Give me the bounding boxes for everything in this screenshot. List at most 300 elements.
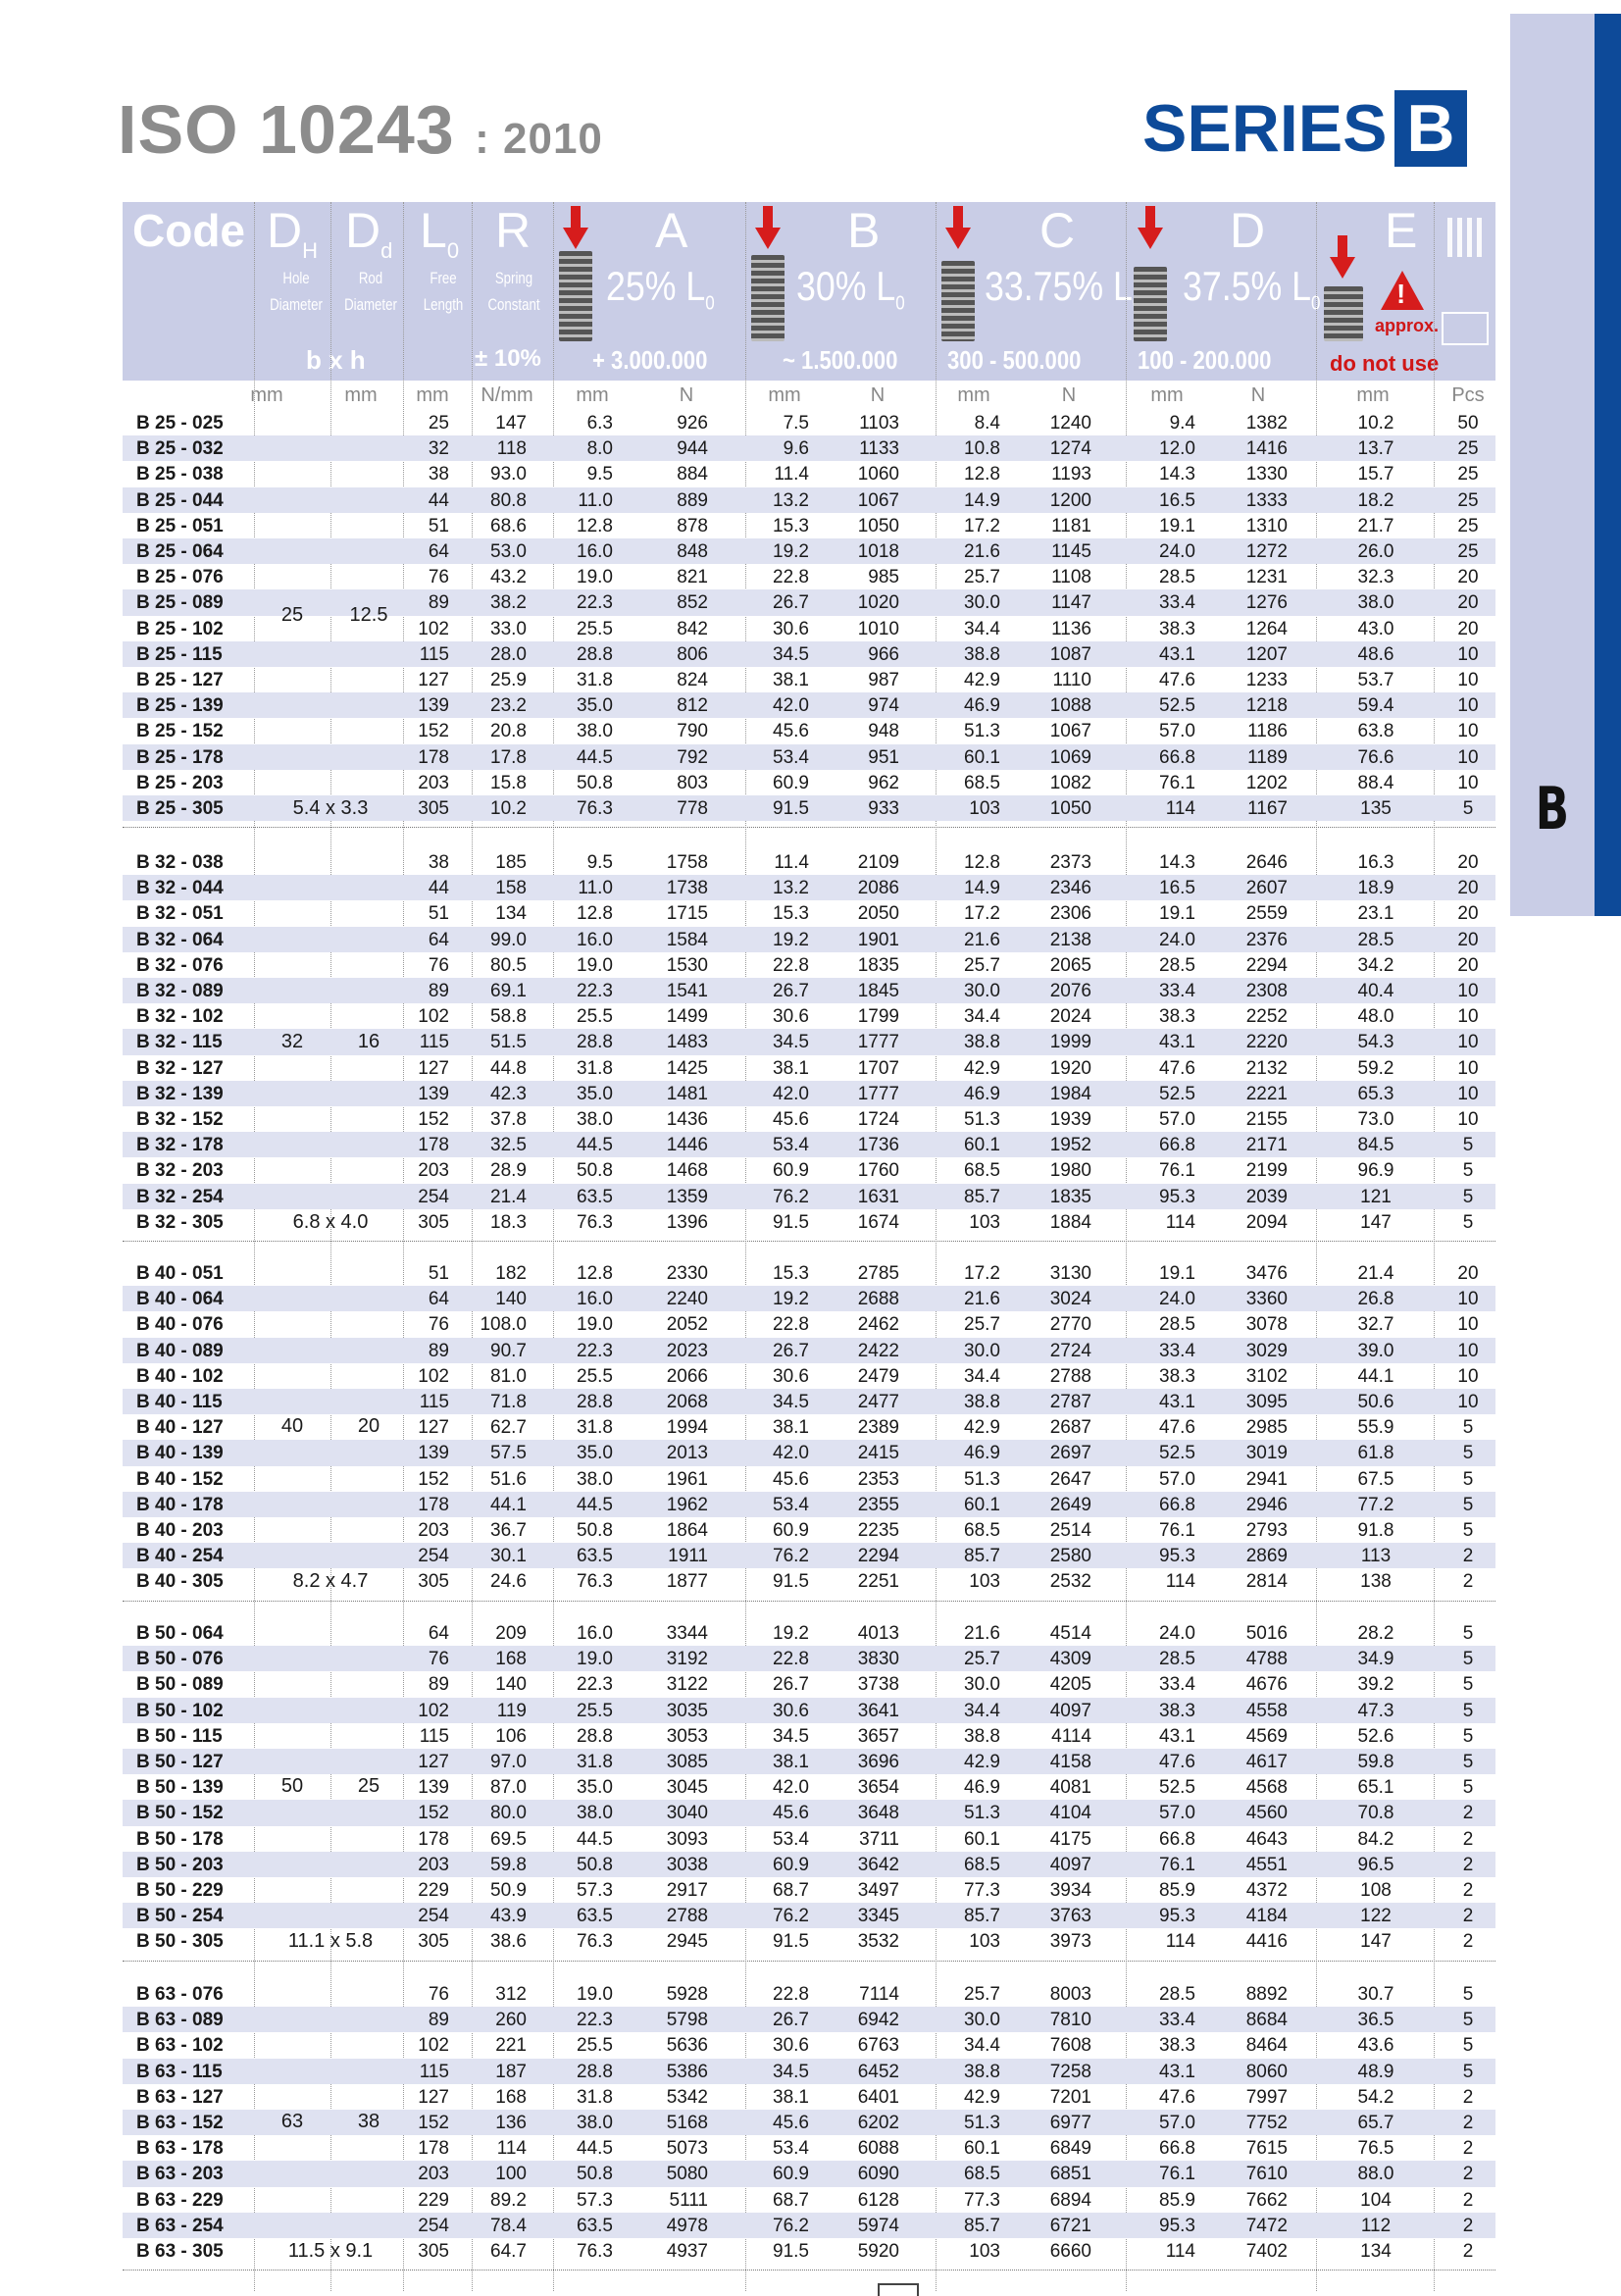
cell-value: 60.1 xyxy=(964,2138,1000,2160)
cell-value: 51.3 xyxy=(964,721,1000,742)
cell-value: 2308 xyxy=(1245,981,1288,1001)
cell-value: 88.4 xyxy=(1357,772,1394,793)
cell-value: 7114 xyxy=(859,1984,899,2005)
cell-value: 38.8 xyxy=(964,1725,1000,1747)
header-c-cycles: 300 - 500.000 xyxy=(947,345,1082,375)
cell-value: 821 xyxy=(677,567,708,588)
cell-value: 13.2 xyxy=(773,489,809,511)
cell-value: 28.5 xyxy=(1159,954,1195,976)
cell-value: 790 xyxy=(677,721,708,742)
part-code: B 32 - 038 xyxy=(136,852,224,873)
cell-value: 2 xyxy=(1462,1880,1474,1901)
header-b-pct-sub: 0 xyxy=(895,292,905,315)
cell-value: 52.5 xyxy=(1159,695,1195,717)
cell-value: 32 xyxy=(428,438,449,460)
cell-value: 5 xyxy=(1462,1417,1474,1439)
cell-value: 28.0 xyxy=(490,643,527,665)
cell-value: 1274 xyxy=(1049,438,1091,460)
cell-value: 5 xyxy=(1462,1623,1474,1644)
cell-value: 14.9 xyxy=(964,878,1000,899)
hole-diameter-value: 25 xyxy=(280,603,304,626)
cell-value: 152 xyxy=(418,1803,449,1824)
cell-value: 77.2 xyxy=(1357,1494,1394,1515)
table-row xyxy=(123,667,1495,692)
cell-value: 1136 xyxy=(1051,618,1091,639)
cell-value: 66.8 xyxy=(1159,1135,1195,1156)
part-code: B 32 - 115 xyxy=(136,1032,223,1053)
cell-value: 76.3 xyxy=(577,2241,613,2262)
table-row xyxy=(123,538,1495,564)
table-row xyxy=(123,616,1495,641)
cell-value: 45.6 xyxy=(773,2113,809,2133)
cell-value: 31.8 xyxy=(577,1057,613,1079)
cell-value: 140 xyxy=(495,1674,527,1696)
cell-value: 76.1 xyxy=(1159,1854,1195,1875)
cell-value: 1218 xyxy=(1245,695,1288,717)
cell-value: 10 xyxy=(1457,981,1479,1001)
cell-value: 944 xyxy=(677,438,708,460)
cell-value: 50.8 xyxy=(577,2164,613,2185)
cell-value: 60.9 xyxy=(773,772,809,793)
table-row xyxy=(123,1723,1495,1749)
header-a: A xyxy=(655,203,688,258)
cell-value: 76.5 xyxy=(1357,2138,1394,2160)
cell-value: 2 xyxy=(1462,2164,1474,2185)
table-row xyxy=(123,1389,1495,1414)
cell-value: 3019 xyxy=(1245,1443,1288,1464)
part-code: B 32 - 044 xyxy=(136,878,224,899)
cell-value: 127 xyxy=(418,1752,449,1772)
cell-value: 22.3 xyxy=(577,592,613,614)
header-d-pct-text: 37.5% L xyxy=(1183,263,1312,309)
cell-value: 25 xyxy=(1457,489,1479,511)
cell-value: 1231 xyxy=(1245,567,1288,588)
cell-value: 2788 xyxy=(1049,1365,1091,1387)
cell-value: 25.5 xyxy=(577,1006,613,1028)
cell-value: 59.8 xyxy=(490,1854,527,1875)
cell-value: 152 xyxy=(418,721,449,742)
cell-value: 6977 xyxy=(1049,2113,1091,2133)
cell-value: 3738 xyxy=(857,1674,899,1696)
cell-value: 2 xyxy=(1462,1828,1474,1850)
cell-value: 19.0 xyxy=(577,1314,613,1336)
side-tab-letter: B xyxy=(1535,775,1570,843)
cell-value: 878 xyxy=(677,515,708,536)
cell-value: 53.4 xyxy=(773,746,809,768)
cell-value: 42.0 xyxy=(773,1777,809,1799)
header-lo xyxy=(420,202,459,264)
cell-value: 38.1 xyxy=(773,1752,809,1772)
cell-value: 99.0 xyxy=(490,929,527,950)
part-code: B 40 - 178 xyxy=(136,1494,224,1515)
cell-value: 5 xyxy=(1462,1700,1474,1721)
part-code: B 50 - 127 xyxy=(136,1752,224,1772)
cell-value: 2788 xyxy=(666,1906,708,1927)
table-row xyxy=(123,1414,1495,1440)
cell-value: 3053 xyxy=(666,1725,708,1747)
cell-value: 103 xyxy=(969,1931,1000,1953)
cell-value: 13.7 xyxy=(1357,438,1394,460)
cell-value: 24.0 xyxy=(1159,541,1195,562)
cell-value: 38.0 xyxy=(577,721,613,742)
cell-value: 68.5 xyxy=(964,1520,1000,1541)
cell-value: 42.3 xyxy=(490,1083,527,1104)
cell-value: 1952 xyxy=(1049,1135,1091,1156)
cell-value: 38.8 xyxy=(964,1032,1000,1053)
part-code: B 63 - 229 xyxy=(136,2189,224,2211)
cell-value: 31.8 xyxy=(577,1417,613,1439)
cell-value: 53.0 xyxy=(490,541,527,562)
cell-value: 136 xyxy=(495,2113,527,2133)
cell-value: 3657 xyxy=(857,1725,899,1747)
cell-value: 260 xyxy=(495,2010,527,2031)
cell-value: 17.2 xyxy=(964,1263,1000,1284)
cell-value: 1736 xyxy=(857,1135,899,1156)
cell-value: 63.5 xyxy=(577,2215,613,2236)
cell-value: 16.5 xyxy=(1159,489,1195,511)
cell-value: 30.1 xyxy=(490,1546,527,1567)
header-dh xyxy=(267,202,318,264)
cell-value: 44 xyxy=(428,489,449,511)
cell-value: 10 xyxy=(1457,1006,1479,1028)
cell-value: 4114 xyxy=(1051,1725,1091,1747)
cell-value: 1436 xyxy=(666,1109,708,1130)
cell-value: 1911 xyxy=(668,1546,708,1567)
cell-value: 47.6 xyxy=(1159,1752,1195,1772)
cell-value: 19.2 xyxy=(773,1623,809,1644)
cell-value: 2252 xyxy=(1245,1006,1288,1028)
part-code: B 25 - 044 xyxy=(136,489,224,511)
header-dh-desc-1: Hole xyxy=(282,269,310,287)
cell-value: 77.3 xyxy=(964,2189,1000,2211)
cell-value: 178 xyxy=(418,1494,449,1515)
cell-value: 32.5 xyxy=(490,1135,527,1156)
cell-value: 28.2 xyxy=(1357,1623,1394,1644)
cell-value: 97.0 xyxy=(490,1752,527,1772)
cell-value: 3024 xyxy=(1049,1289,1091,1310)
cell-value: 89 xyxy=(428,981,449,1001)
cell-value: 43.1 xyxy=(1159,1392,1195,1412)
cell-value: 51.3 xyxy=(964,1468,1000,1490)
cell-value: 1416 xyxy=(1245,438,1288,460)
cell-value: 60.9 xyxy=(773,2164,809,2185)
cell-value: 76 xyxy=(428,954,449,976)
cell-value: 112 xyxy=(1360,2215,1392,2236)
cell-value: 104 xyxy=(1360,2189,1392,2211)
cell-value: 848 xyxy=(677,541,708,562)
group-divider xyxy=(123,1961,1495,1962)
cell-value: 20 xyxy=(1457,567,1479,588)
cell-value: 8464 xyxy=(1245,2035,1288,2057)
part-code: B 32 - 064 xyxy=(136,929,224,950)
cell-value: 3085 xyxy=(666,1752,708,1772)
header-d-pct xyxy=(1183,263,1320,315)
cell-value: 7662 xyxy=(1245,2189,1288,2211)
header-d-cycles: 100 - 200.000 xyxy=(1138,345,1272,375)
cell-value: 2649 xyxy=(1049,1494,1091,1515)
cell-value: 5974 xyxy=(857,2215,899,2236)
cell-value: 16.0 xyxy=(577,1289,613,1310)
cell-value: 2 xyxy=(1462,1906,1474,1927)
cell-value: 1087 xyxy=(1049,643,1091,665)
cell-value: 962 xyxy=(868,772,899,793)
cell-value: 76.3 xyxy=(577,1211,613,1233)
table-row xyxy=(123,1311,1495,1337)
cell-value: 10.2 xyxy=(1357,413,1394,434)
cell-value: 43.0 xyxy=(1357,618,1394,639)
cell-value: 22.8 xyxy=(773,1649,809,1670)
cell-value: 1050 xyxy=(1049,798,1091,819)
cell-value: 11.0 xyxy=(578,878,613,899)
cell-value: 1864 xyxy=(666,1520,708,1541)
cell-value: 5 xyxy=(1462,2010,1474,2031)
cell-value: 30.7 xyxy=(1357,1984,1394,2005)
cell-value: 28.5 xyxy=(1159,567,1195,588)
cell-value: 76.6 xyxy=(1357,746,1394,768)
part-code: B 40 - 051 xyxy=(136,1263,224,1284)
cell-value: 10 xyxy=(1457,695,1479,717)
cell-value: 2 xyxy=(1462,1931,1474,1953)
cell-value: 6452 xyxy=(857,2061,899,2082)
cell-value: 2065 xyxy=(1049,954,1091,976)
cell-value: 14.3 xyxy=(1159,464,1195,485)
cell-value: 1999 xyxy=(1049,1032,1091,1053)
cell-value: 12.8 xyxy=(577,515,613,536)
cell-value: 28.8 xyxy=(577,1032,613,1053)
cell-value: 65.7 xyxy=(1357,2113,1394,2133)
header-e-approx: approx. xyxy=(1375,316,1440,335)
cell-value: 21.6 xyxy=(964,929,1000,950)
cell-value: 254 xyxy=(418,2215,449,2236)
cell-value: 20 xyxy=(1457,878,1479,899)
cell-value: 76.2 xyxy=(773,1186,809,1207)
part-code: B 32 - 051 xyxy=(136,903,224,925)
cell-value: 178 xyxy=(418,1135,449,1156)
cell-value: 12.8 xyxy=(577,1263,613,1284)
cell-value: 203 xyxy=(418,1160,449,1182)
part-code: B 50 - 229 xyxy=(136,1880,224,1901)
cell-value: 38.0 xyxy=(577,2113,613,2133)
part-code: B 50 - 102 xyxy=(136,1700,224,1721)
cell-value: 2240 xyxy=(666,1289,708,1310)
cell-value: 803 xyxy=(677,772,708,793)
cell-value: 84.5 xyxy=(1357,1135,1394,1156)
cell-value: 25.5 xyxy=(577,618,613,639)
cell-value: 32.3 xyxy=(1357,567,1394,588)
cell-value: 38.3 xyxy=(1159,1700,1195,1721)
part-code: B 50 - 305 xyxy=(136,1931,224,1953)
part-code: B 32 - 076 xyxy=(136,954,224,976)
cell-value: 58.8 xyxy=(490,1006,527,1028)
cell-value: 3038 xyxy=(666,1854,708,1875)
cell-value: 53.4 xyxy=(773,1135,809,1156)
cell-value: 51 xyxy=(428,515,449,536)
cell-value: 76 xyxy=(428,567,449,588)
cell-value: 64 xyxy=(428,1623,449,1644)
header-dd-desc-1: Rod xyxy=(358,269,383,287)
part-code: B 25 - 064 xyxy=(136,541,224,562)
cell-value: 34.5 xyxy=(773,1032,809,1053)
cell-value: 114 xyxy=(1165,1571,1195,1593)
cell-value: 33.4 xyxy=(1159,981,1195,1001)
cell-value: 2109 xyxy=(857,852,899,873)
header-dd-desc xyxy=(340,265,401,318)
cell-value: 51.3 xyxy=(964,2113,1000,2133)
header-r-desc xyxy=(483,265,544,318)
cell-value: 1446 xyxy=(666,1135,708,1156)
cell-value: 95.3 xyxy=(1159,1186,1195,1207)
header-dh-letter: D xyxy=(267,203,303,258)
header-a-pct xyxy=(606,263,715,315)
cell-value: 38.3 xyxy=(1159,2035,1195,2057)
table-row xyxy=(123,1157,1495,1183)
cell-value: 2814 xyxy=(1245,1571,1288,1593)
cell-value: 2052 xyxy=(666,1314,708,1336)
cell-value: 5111 xyxy=(669,2189,708,2211)
cell-value: 5 xyxy=(1462,1752,1474,1772)
unit-label: mm xyxy=(344,384,378,406)
cell-value: 46.9 xyxy=(964,695,1000,717)
cell-value: 114 xyxy=(1165,2241,1195,2262)
cell-value: 2793 xyxy=(1245,1520,1288,1541)
cell-value: 4643 xyxy=(1245,1828,1288,1850)
header-tolerance: ± 10% xyxy=(475,345,541,372)
cell-value: 1541 xyxy=(666,981,708,1001)
cell-value: 203 xyxy=(418,1854,449,1875)
cell-value: 38.3 xyxy=(1159,618,1195,639)
cell-value: 38.2 xyxy=(490,592,527,614)
cell-value: 178 xyxy=(418,746,449,768)
cell-value: 2 xyxy=(1462,2086,1474,2108)
unit-label: N xyxy=(1061,384,1077,406)
cell-value: 43.6 xyxy=(1357,2035,1394,2057)
cell-value: 1067 xyxy=(857,489,899,511)
wire-section-value: 6.8 x 4.0 xyxy=(292,1210,369,1233)
cell-value: 66.8 xyxy=(1159,2138,1195,2160)
cell-value: 10 xyxy=(1457,1057,1479,1079)
cell-value: 2 xyxy=(1462,2113,1474,2133)
part-code: B 25 - 032 xyxy=(136,438,224,460)
cell-value: 1884 xyxy=(1049,1211,1091,1233)
cell-value: 1382 xyxy=(1245,413,1288,434)
cell-value: 115 xyxy=(419,643,449,665)
cell-value: 64 xyxy=(428,929,449,950)
cell-value: 46.9 xyxy=(964,1443,1000,1464)
cell-value: 1207 xyxy=(1245,643,1288,665)
cell-value: 34.4 xyxy=(964,2035,1000,2057)
cell-value: 57.0 xyxy=(1159,2113,1195,2133)
part-code: B 32 - 178 xyxy=(136,1135,224,1156)
cell-value: 91.5 xyxy=(773,798,809,819)
cell-value: 6660 xyxy=(1049,2241,1091,2262)
cell-value: 2688 xyxy=(857,1289,899,1310)
cell-value: 28.8 xyxy=(577,2061,613,2082)
cell-value: 38 xyxy=(428,464,449,485)
cell-value: 50.6 xyxy=(1357,1392,1394,1412)
cell-value: 203 xyxy=(418,772,449,793)
table-row xyxy=(123,1749,1495,1774)
cell-value: 987 xyxy=(868,670,899,690)
standard-name: ISO 10243 xyxy=(118,91,455,168)
cell-value: 6401 xyxy=(857,2086,899,2108)
cell-value: 2353 xyxy=(857,1468,899,1490)
cell-value: 85.7 xyxy=(964,1186,1000,1207)
header-code: Code xyxy=(132,205,245,256)
cell-value: 9.4 xyxy=(1169,413,1195,434)
cell-value: 2050 xyxy=(857,903,899,925)
cell-value: 30.0 xyxy=(964,592,1000,614)
cell-value: 2945 xyxy=(666,1931,708,1953)
table-row xyxy=(123,1260,1495,1286)
cell-value: 68.6 xyxy=(490,515,527,536)
table-row xyxy=(123,2187,1495,2213)
cell-value: 3654 xyxy=(857,1777,899,1799)
cell-value: 1835 xyxy=(857,954,899,976)
cell-value: 23.2 xyxy=(490,695,527,717)
cell-value: 1240 xyxy=(1049,413,1091,434)
cell-value: 91.5 xyxy=(773,2241,809,2262)
cell-value: 10.8 xyxy=(964,438,1000,460)
cell-value: 2787 xyxy=(1049,1392,1091,1412)
cell-value: 1067 xyxy=(1049,721,1091,742)
cell-value: 5 xyxy=(1462,1211,1474,1233)
cell-value: 824 xyxy=(677,670,708,690)
cell-value: 44.5 xyxy=(577,746,613,768)
cell-value: 47.6 xyxy=(1159,1417,1195,1439)
cell-value: 8.0 xyxy=(586,438,613,460)
cell-value: 1233 xyxy=(1245,670,1288,690)
header-b-pct xyxy=(796,263,905,315)
cell-value: 1835 xyxy=(1049,1186,1091,1207)
cell-value: 1425 xyxy=(666,1057,708,1079)
cell-value: 36.7 xyxy=(490,1520,527,1541)
cell-value: 1082 xyxy=(1049,772,1091,793)
cell-value: 7752 xyxy=(1245,2113,1288,2133)
table-row xyxy=(123,718,1495,743)
cell-value: 57.0 xyxy=(1159,1803,1195,1824)
cell-value: 47.6 xyxy=(1159,1057,1195,1079)
cell-value: 96.5 xyxy=(1357,1854,1394,1875)
doc-title xyxy=(118,90,603,169)
cell-value: 47.3 xyxy=(1357,1700,1394,1721)
cell-value: 76.2 xyxy=(773,1906,809,1927)
cell-value: 2068 xyxy=(666,1392,708,1412)
cell-value: 28.5 xyxy=(1159,1649,1195,1670)
cell-value: 2646 xyxy=(1245,852,1288,873)
cell-value: 178 xyxy=(418,1828,449,1850)
cell-value: 44.5 xyxy=(577,1494,613,1515)
cell-value: 3093 xyxy=(666,1828,708,1850)
spring-stack-icon xyxy=(1447,218,1483,257)
cell-value: 1202 xyxy=(1245,772,1288,793)
cell-value: 38.0 xyxy=(1357,592,1394,614)
table-row xyxy=(123,1003,1495,1029)
cell-value: 1777 xyxy=(857,1083,899,1104)
cell-value: 5 xyxy=(1462,1468,1474,1490)
cell-value: 1939 xyxy=(1049,1109,1091,1130)
cell-value: 2869 xyxy=(1245,1546,1288,1567)
cell-value: 76.1 xyxy=(1159,1160,1195,1182)
cell-value: 2607 xyxy=(1245,878,1288,899)
cell-value: 2066 xyxy=(666,1365,708,1387)
cell-value: 1133 xyxy=(859,438,899,460)
unit-label: mm xyxy=(576,384,609,406)
cell-value: 2132 xyxy=(1245,1057,1288,1079)
part-code: B 25 - 089 xyxy=(136,592,224,614)
header-a-cycles: + 3.000.000 xyxy=(592,345,708,375)
cell-value: 7615 xyxy=(1245,2138,1288,2160)
table-row xyxy=(123,978,1495,1003)
